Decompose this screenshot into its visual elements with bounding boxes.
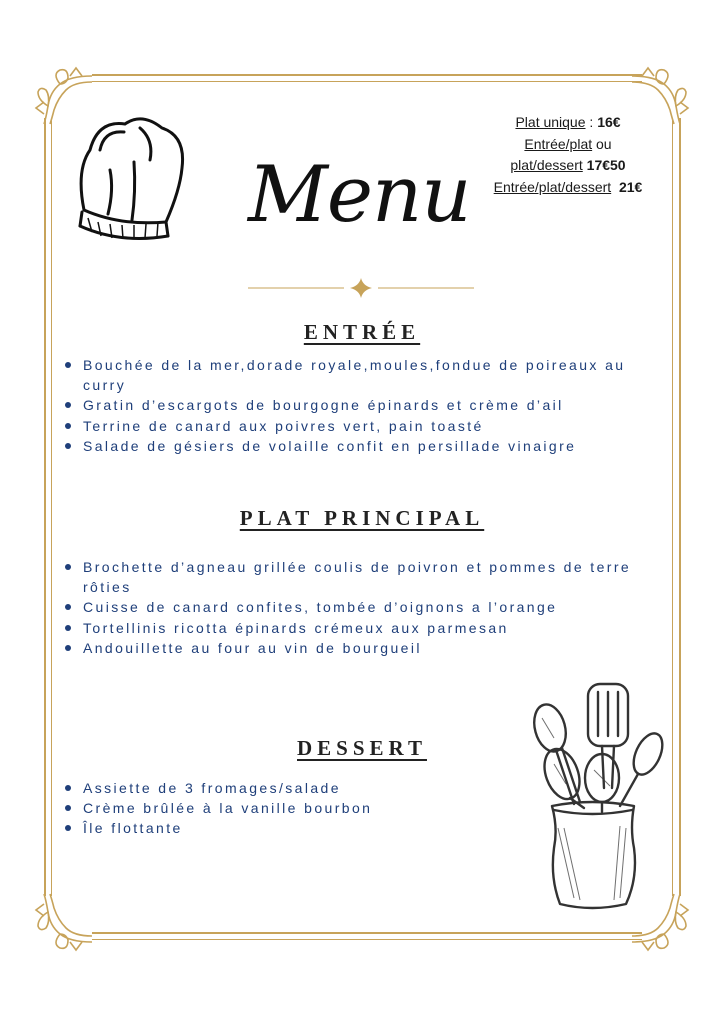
list-item: Cuisse de canard confites, tombée d’oignons a l’orange xyxy=(62,597,662,617)
section-title-text: PLAT PRINCIPAL xyxy=(239,506,485,530)
price-value: 21€ xyxy=(611,178,643,195)
kitchen-utensils-icon xyxy=(522,678,672,913)
list-item: Assiette de 3 fromages/salade xyxy=(62,778,532,798)
price-list xyxy=(468,112,668,198)
frame-top-line xyxy=(92,74,642,76)
price-value: 16€ xyxy=(597,114,621,130)
corner-ornament-icon xyxy=(30,888,98,956)
price-line-2 xyxy=(468,134,668,156)
chef-hat-icon xyxy=(70,110,190,250)
price-label: plat/dessert xyxy=(510,157,583,173)
section-title-text: DESSERT xyxy=(297,736,427,760)
price-line-3 xyxy=(468,155,668,177)
price-label: Plat unique xyxy=(515,114,586,130)
menu-title: Menu xyxy=(248,150,471,240)
frame-bottom-line xyxy=(92,932,642,934)
dessert-list xyxy=(62,778,532,839)
section-title-entree xyxy=(0,320,724,345)
section-title-text: ENTRÉE xyxy=(303,320,421,344)
list-item: Île flottante xyxy=(62,818,532,838)
section-title-plat xyxy=(0,506,724,531)
list-item: Brochette d’agneau grillée coulis de poivron et pommes de terre rôties xyxy=(62,557,662,597)
price-line-1 xyxy=(468,112,668,134)
frame-top-line-inner xyxy=(92,81,642,82)
diamond-divider-icon xyxy=(248,278,474,298)
list-item: Gratin d’escargots de bourgogne épinards et crème d’ail xyxy=(62,395,662,415)
plat-list xyxy=(62,557,662,658)
price-label: Entrée/plat/dessert xyxy=(493,178,612,195)
price-separator: : xyxy=(585,114,598,130)
price-line-4 xyxy=(468,177,668,199)
frame-bottom-line-inner xyxy=(92,939,642,940)
list-item: Andouillette au four au vin de bourgueil xyxy=(62,638,662,658)
list-item: Tortellinis ricotta épinards crémeux aux parmesan xyxy=(62,618,662,638)
price-value: 17€50 xyxy=(582,157,626,173)
list-item: Terrine de canard aux poivres vert, pain toasté xyxy=(62,416,662,436)
price-connector: ou xyxy=(592,135,612,152)
list-item: Bouchée de la mer,dorade royale,moules,fondue de poireaux au curry xyxy=(62,355,662,395)
entree-list xyxy=(62,355,662,456)
list-item: Crème brûlée à la vanille bourbon xyxy=(62,798,532,818)
price-label: Entrée/plat xyxy=(524,135,593,152)
list-item: Salade de gésiers de volaille confit en persillade vinaigre xyxy=(62,436,662,456)
